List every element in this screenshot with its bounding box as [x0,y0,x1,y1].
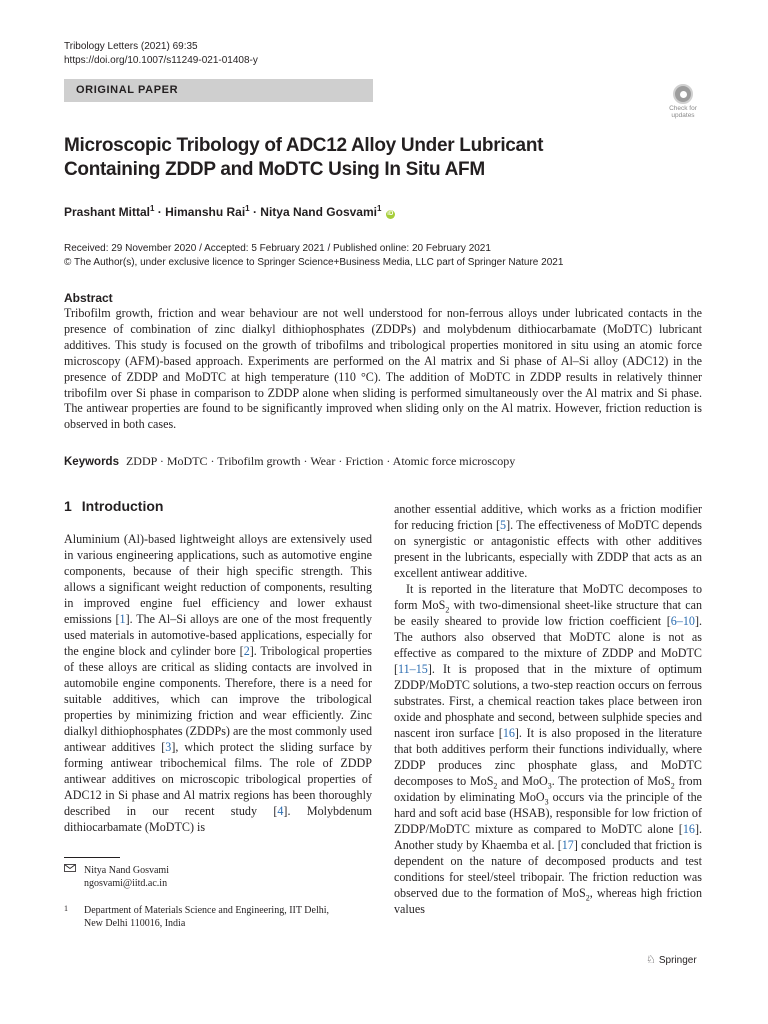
keywords-label: Keywords [64,456,119,468]
section-heading [64,498,163,514]
check-for-updates-badge[interactable] [664,84,702,124]
paragraph: Aluminium (Al)-based lightweight alloys are extensively used in various engineering applications, such as automotive engine components, because of their high specific strength. This allows a significant weight reduction of components, resulting in improved engine fuel efficiency and lower exhaust emissions [1]. The Al–Si alloys are one of the most frequently used materials in automotive-based applications, especially for the engine block and cylinder bore [2]. Tribological properties of these alloys are critical as sliding contacts are involved in automobile engine components. Therefore, there is a need for suitable additives, which can improve the tribological properties by minimizing friction and wear efficiently. Zinc dialkyl dithiophosphates (ZDDPs) are the most commonly used antiwear additives [3], which protect the sliding surface by forming antiwear tribochemical films. The role of ZDDP antiwear additives on microscopic tribological properties of ADC12 in Si phase and Al matrix regions has been thoroughly described in our recent study [4]. Molybdenum dithiocarbamate (MoDTC) is [64,532,373,834]
affiliation-text: Department of Materials Science and Engineering, IIT Delhi, New Delhi 110016, India [84,905,330,929]
author-name[interactable]: Nitya Nand Gosvami [260,205,377,219]
section-title: Introduction [81,498,164,514]
citation-link[interactable]: 5 [500,518,507,532]
paragraph: another essential additive, which works as a friction modifier for reducing friction [5]. The effectiveness of MoDTC depends on synergistic or antagonistic effects with other additives present in the lubricants, especially with ZDDP that acts as an excellent antiwear additive. [394,502,702,580]
author-affiliation-marker: 1 [245,204,250,213]
citation-link[interactable]: 17 [561,838,574,852]
citation-link[interactable]: 11–15 [398,662,428,676]
author-separator: · [154,205,166,219]
section-number: 1 [64,498,72,514]
keywords [64,454,515,469]
author-name[interactable]: Prashant Mittal [64,205,151,219]
affiliation-number: 1 [64,904,68,913]
paper-title: Microscopic Tribology of ADC12 Alloy Under Lubricant Containing ZDDP and MoDTC Using In Situ AFM [64,135,544,180]
citation-link[interactable]: 16 [502,726,515,740]
publisher-name: Springer [658,955,697,966]
corresponding-author-email[interactable]: ngosvami@iitd.ac.in [84,878,168,889]
author-separator: · [249,205,261,219]
author-affiliation-marker: 1 [376,204,382,213]
citation-link[interactable]: 2 [243,644,250,658]
citation-link[interactable]: 16 [682,822,695,836]
envelope-icon [64,864,76,872]
publication-dates: Received: 29 November 2020 / Accepted: 5 February 2021 / Published online: 20 February 2021 [64,243,491,254]
citation-link[interactable]: 3 [165,740,172,754]
abstract-text: Tribofilm growth, friction and wear behaviour are not well understood for non-ferrous alloys under lubricated contacts in the presence of combination of zinc dialkyl dithiophosphates (ZDDPs) and molybdenum dithiocarbamate (MoDTC) lubricant additives. This study is focused on the growth of tribofilms and tribological properties monitored in situ using an atomic force microscopy (AFM)-based approach. Experiments are performed on the Al matrix and Si phase of Al–Si alloy (ADC12) in the presence of ZDDP and MoDTC at high temperature (110 °C). The addition of MoDTC in ZDDP results in relatively thinner tribofilm over Si phase in comparison to ZDDP alone when sliding is performed simultaneously over the Al matrix and Si phase. The antiwear properties are found to be significantly improved when sliding only on the Al matrix. However, friction reduction is observed in both cases. [64,306,702,432]
paragraph: It is reported in the literature that MoDTC decomposes to form MoS$_2$ with two-dimensional sheet-like structure that can be easily sheared to provide low friction coefficient [6–10]. The authors also observed that MoDTC alone is not as effective as compared to the mixture of ZDDP and MoDTC [11–15]. It is proposed that in the mixture of optimum ZDDP/MoDTC solutions, a two-step reaction occurs on ferrous substrates. First, a chemical reaction takes place between iron oxide and phosphate and second, between sulphide species and nascent iron surface [16]. It is also proposed in the literature that both additives perform their functions individually, where ZDDP produces zinc phosphate glass, and MoDTC decomposes to MoS$_2$ and MoO$_3$. The protection of MoS$_2$ from oxidation by eliminating MoO$_3$ occurs via the principle of the hard and soft acid base (HSAB), responsible for low friction of ZDDP/MoDTC mixture as compared to MoDTC alone [16]. Another study by Khaemba et al. [17] concluded that friction is dependent on the nature of decomposed products and test conditions for steel/steel tribopair. The friction reduction was observed due to the formation of MoS$_2$, whereas high friction values [394,582,702,916]
doi-link[interactable]: https://doi.org/10.1007/s11249-021-01408-y [64,55,258,66]
publisher-logo [646,953,697,966]
body-column-right [394,501,702,917]
author-affiliation-marker: 1 [150,204,155,213]
author-name[interactable]: Himanshu Rai [165,205,246,219]
journal-name: Tribology Letters (2021) 69:35 [64,41,198,52]
check-for-updates-icon [673,84,693,104]
footnote-divider [64,857,120,858]
check-for-updates-label: Check for updates [669,105,697,119]
citation-link[interactable]: 6–10 [670,614,695,628]
article-type-banner: ORIGINAL PAPER [64,79,373,102]
author-list [64,204,395,219]
citation-link[interactable]: 4 [277,804,284,818]
body-column-left [64,531,372,835]
corresponding-author-name: Nitya Nand Gosvami [84,865,169,876]
springer-horse-icon: ♘ [646,954,656,966]
copyright-notice: © The Author(s), under exclusive licence to Springer Science+Business Media, LLC part of Springer Nature 2021 [64,257,564,268]
keywords-list: ZDDP · MoDTC · Tribofilm growth · Wear · Friction · Atomic force microscopy [125,454,516,468]
orcid-icon[interactable]: iD [387,211,394,217]
abstract-heading: Abstract [64,291,113,305]
citation-link[interactable]: 1 [119,612,126,626]
